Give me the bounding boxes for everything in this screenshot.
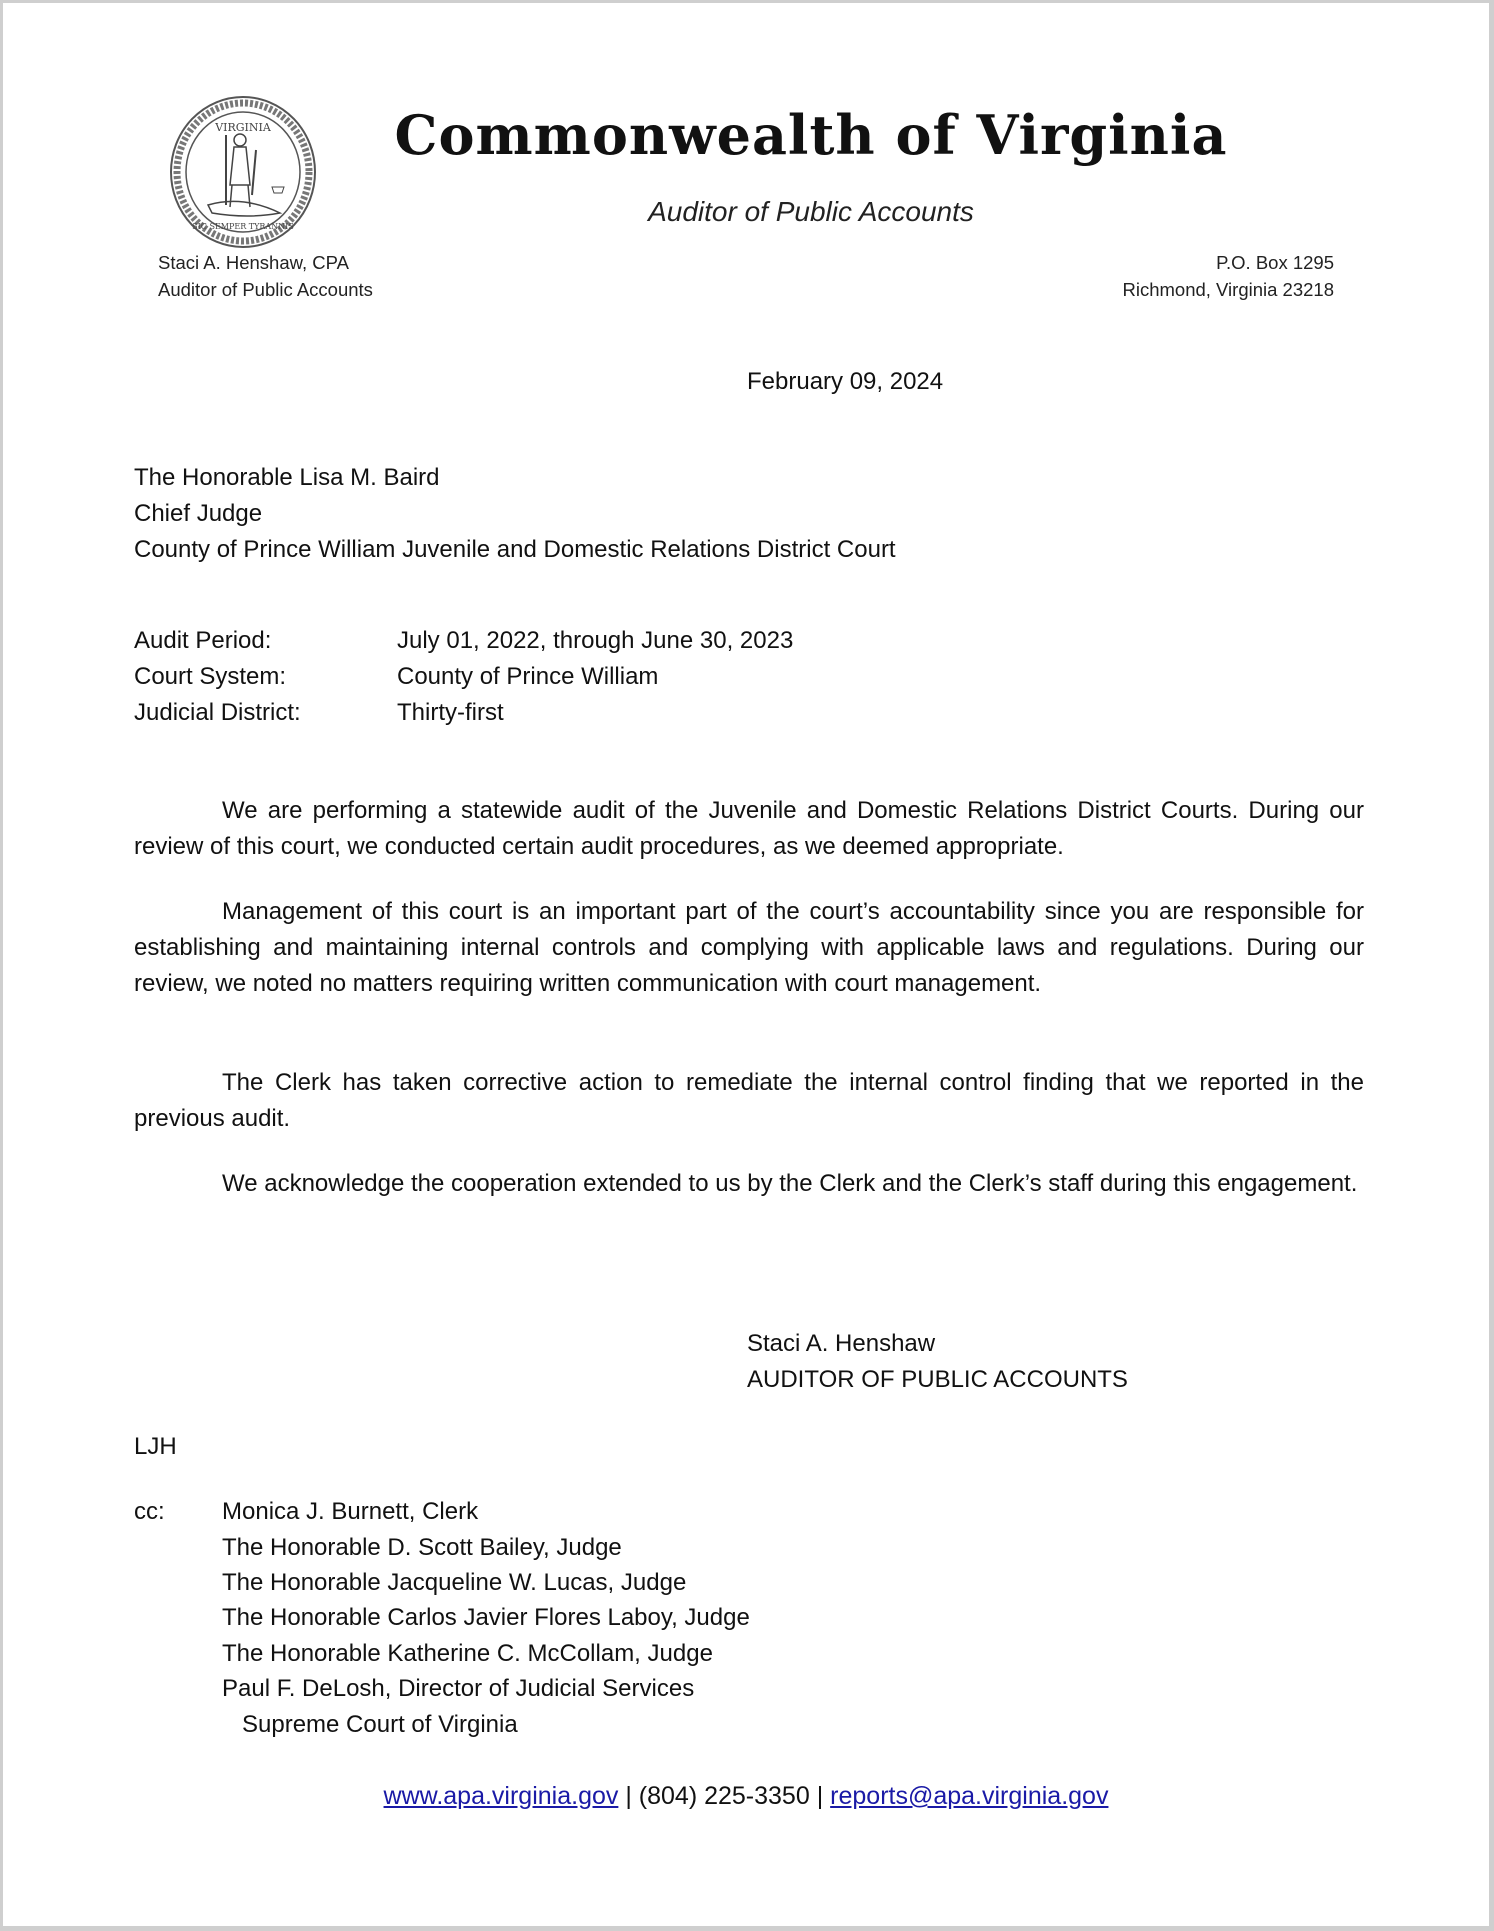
footer-contact (3, 1782, 1489, 1811)
audit-period-value: July 01, 2022, through June 30, 2023 (397, 627, 794, 654)
judicial-district-value: Thirty-first (397, 699, 504, 726)
addressee-title: Chief Judge (134, 500, 263, 527)
footer-separator: | (816, 1782, 824, 1810)
typist-initials: LJH (134, 1433, 177, 1460)
paragraph-audit-scope: We are performing a statewide audit of the Juvenile and Domestic Relations District Courts. During our review of this court, we conducted certain audit procedures, as we deemed appropriate. (134, 797, 1364, 860)
cc-recipient: Monica J. Burnett, Clerk (222, 1498, 479, 1525)
signature-title: AUDITOR OF PUBLIC ACCOUNTS (747, 1366, 1128, 1393)
cc-recipient: The Honorable Carlos Javier Flores Laboy, Judge (222, 1604, 750, 1631)
audit-period-row (134, 627, 793, 655)
cc-recipient: Paul F. DeLosh, Director of Judicial Services (222, 1675, 695, 1702)
paragraph-acknowledgement: We acknowledge the cooperation extended to us by the Clerk and the Clerk’s staff during this engagement. (222, 1170, 1358, 1197)
paragraph-corrective-action: The Clerk has taken corrective action to remediate the internal control finding that we reported in the previous audit. (134, 1069, 1364, 1132)
cc-recipient: The Honorable Katherine C. McCollam, Judge (222, 1640, 713, 1667)
letter-date: February 09, 2024 (747, 368, 944, 395)
letterhead-po-box: P.O. Box 1295 (1216, 252, 1334, 273)
addressee-name: The Honorable Lisa M. Baird (134, 464, 440, 491)
court-system-value: County of Prince William (397, 663, 659, 690)
court-system-label: Court System: (134, 663, 287, 690)
letterhead-title: Commonwealth of Virginia (394, 103, 1228, 167)
letterhead-auditor-title: Auditor of Public Accounts (158, 279, 373, 300)
cc-recipient-organization: Supreme Court of Virginia (242, 1711, 518, 1738)
audit-period-label: Audit Period: (134, 627, 272, 654)
letter-page (3, 3, 1489, 1926)
judicial-district-row (134, 699, 504, 727)
court-system-row (134, 663, 658, 691)
signature-name: Staci A. Henshaw (747, 1330, 936, 1357)
footer-phone: (804) 225-3350 (638, 1782, 810, 1810)
addressee-court: County of Prince William Juvenile and Domestic Relations District Court (134, 536, 896, 563)
letterhead-city-state: Richmond, Virginia 23218 (1122, 279, 1334, 300)
judicial-district-label: Judicial District: (134, 699, 301, 726)
cc-recipient: The Honorable D. Scott Bailey, Judge (222, 1534, 622, 1561)
website-link[interactable]: www.apa.virginia.gov (383, 1782, 619, 1810)
svg-text:VIRGINIA: VIRGINIA (215, 121, 271, 134)
letterhead-subtitle: Auditor of Public Accounts (648, 196, 974, 227)
letterhead-auditor-name: Staci A. Henshaw, CPA (158, 252, 349, 273)
email-link[interactable]: reports@apa.virginia.gov (830, 1782, 1109, 1810)
cc-label: cc: (134, 1498, 165, 1525)
paragraph-management: Management of this court is an important part of the court’s accountability since you are responsible for establishing and maintaining internal controls and complying with applicable laws and regulations. During our review, we noted no matters requiring written communication with court management. (134, 898, 1364, 997)
cc-recipient: The Honorable Jacqueline W. Lucas, Judge (222, 1569, 687, 1596)
footer-separator: | (625, 1782, 632, 1810)
svg-text:SIC SEMPER TYRANNIS: SIC SEMPER TYRANNIS (192, 222, 294, 231)
